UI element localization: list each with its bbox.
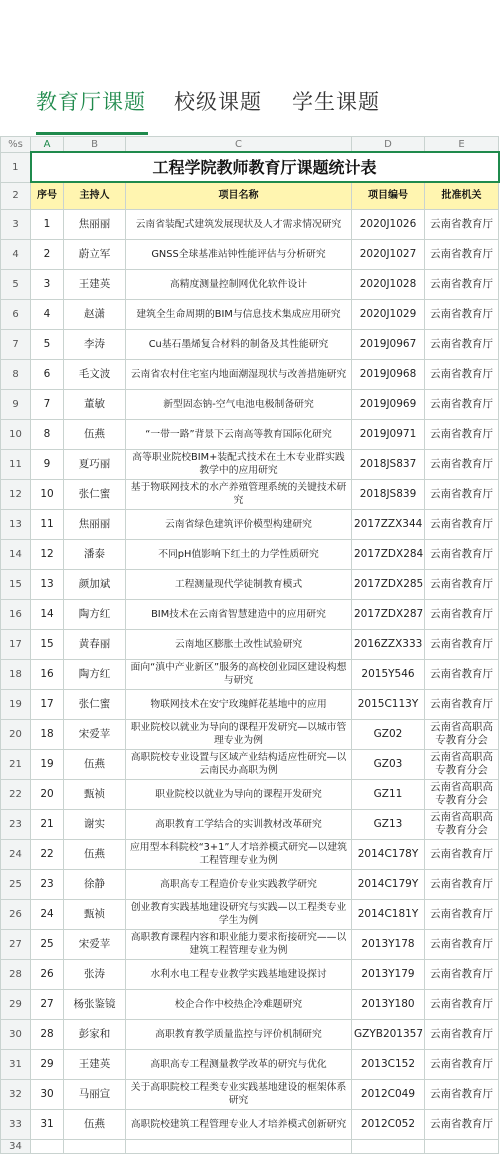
row-number[interactable]: 6	[1, 299, 31, 329]
cell-index[interactable]: 27	[31, 989, 64, 1019]
row-number[interactable]: 33	[1, 1109, 31, 1139]
tab-education-dept[interactable]: 教育厅课题	[36, 90, 146, 114]
cell-project-name[interactable]: “一带一路”背景下云南高等教育国际化研究	[126, 419, 352, 449]
cell-approver[interactable]: 云南省高职高专教育分会	[425, 749, 499, 779]
cell-approver[interactable]: 云南省高职高专教育分会	[425, 779, 499, 809]
cell-approver[interactable]: 云南省教育厅	[425, 449, 499, 479]
cell-approver[interactable]: 云南省教育厅	[425, 1019, 499, 1049]
cell-approver[interactable]: 云南省教育厅	[425, 269, 499, 299]
table-row	[1, 539, 499, 569]
row-number[interactable]: 4	[1, 239, 31, 269]
cell-approver[interactable]: 云南省教育厅	[425, 629, 499, 659]
cell-approver[interactable]: 云南省高职高专教育分会	[425, 719, 499, 749]
cell-project-id[interactable]: 2017ZZX344	[352, 509, 425, 539]
row-number[interactable]: 25	[1, 869, 31, 899]
cell-project-id[interactable]: 2014C178Y	[352, 839, 425, 869]
cell-host[interactable]: 徐静	[64, 869, 126, 899]
cell-approver[interactable]: 云南省教育厅	[425, 329, 499, 359]
cell-host[interactable]: 甄祯	[64, 779, 126, 809]
cell-project-name[interactable]: 高职院校专业设置与区域产业结构适应性研究—以云南民办高职为例	[126, 749, 352, 779]
row-number[interactable]: 27	[1, 929, 31, 959]
cell-project-id[interactable]: 2015Y546	[352, 659, 425, 689]
cell-index[interactable]: 31	[31, 1109, 64, 1139]
cell-host[interactable]: 焦丽丽	[64, 509, 126, 539]
table-row	[1, 1139, 499, 1153]
cell-project-name[interactable]: 高职教育教学质量监控与评价机制研究	[126, 1019, 352, 1049]
cell-approver[interactable]: 云南省教育厅	[425, 299, 499, 329]
header-cell[interactable]: 项目编号	[352, 182, 425, 209]
row-number[interactable]: 13	[1, 509, 31, 539]
table-row	[1, 689, 499, 719]
cell-index[interactable]: 9	[31, 449, 64, 479]
row-number[interactable]: 16	[1, 599, 31, 629]
cell-index[interactable]: 6	[31, 359, 64, 389]
table-row	[1, 599, 499, 629]
row-number[interactable]: 17	[1, 629, 31, 659]
header-cell[interactable]: 项目名称	[126, 182, 352, 209]
cell-project-name[interactable]: 创业教育实践基地建设研究与实践—以工程类专业学生为例	[126, 899, 352, 929]
column-header-row	[1, 137, 499, 153]
cell-project-id[interactable]: 2019J0971	[352, 419, 425, 449]
cell-host[interactable]: 宋爱苹	[64, 929, 126, 959]
cell-host[interactable]: 王建英	[64, 269, 126, 299]
cell-project-id[interactable]: 2020J1027	[352, 239, 425, 269]
table-row	[1, 629, 499, 659]
header-row	[1, 182, 499, 209]
cell-index[interactable]: 14	[31, 599, 64, 629]
cell-project-id[interactable]: 2019J0968	[352, 359, 425, 389]
row-number[interactable]: 12	[1, 479, 31, 509]
cell-index[interactable]: 8	[31, 419, 64, 449]
table-row	[1, 239, 499, 269]
cell-project-id[interactable]: 2017ZDX284	[352, 539, 425, 569]
row-number[interactable]: 5	[1, 269, 31, 299]
cell-approver[interactable]: 云南省教育厅	[425, 419, 499, 449]
cell-project-name[interactable]: 关于高职院校工程类专业实践基地建设的框架体系研究	[126, 1079, 352, 1109]
row-number[interactable]: 22	[1, 779, 31, 809]
column-header[interactable]: B	[64, 137, 126, 153]
cell-index[interactable]: 13	[31, 569, 64, 599]
row-number[interactable]: 7	[1, 329, 31, 359]
cell-host[interactable]: 蔚立军	[64, 239, 126, 269]
cell-project-id[interactable]: 2020J1029	[352, 299, 425, 329]
cell-project-id[interactable]: 2020J1028	[352, 269, 425, 299]
table-row	[1, 389, 499, 419]
cell-host[interactable]: 杨张鉴镜	[64, 989, 126, 1019]
table-row	[1, 299, 499, 329]
cell-host[interactable]: 陶方红	[64, 659, 126, 689]
cell-project-id[interactable]: 2015C113Y	[352, 689, 425, 719]
empty-cell[interactable]	[126, 1139, 352, 1153]
cell-host[interactable]: 夏巧丽	[64, 449, 126, 479]
cell-project-id[interactable]: 2013Y180	[352, 989, 425, 1019]
cell-approver[interactable]: 云南省教育厅	[425, 659, 499, 689]
cell-index[interactable]: 18	[31, 719, 64, 749]
cell-host[interactable]: 董敏	[64, 389, 126, 419]
cell-project-name[interactable]: 云南省绿色建筑评价模型构建研究	[126, 509, 352, 539]
table-row	[1, 1049, 499, 1079]
cell-index[interactable]: 10	[31, 479, 64, 509]
cell-host[interactable]: 黄春丽	[64, 629, 126, 659]
cell-index[interactable]: 22	[31, 839, 64, 869]
cell-project-name[interactable]: 校企合作中校热企冷难题研究	[126, 989, 352, 1019]
cell-approver[interactable]: 云南省教育厅	[425, 839, 499, 869]
row-number[interactable]: 14	[1, 539, 31, 569]
cell-project-name[interactable]: 基于物联网技术的水产养殖管理系统的关键技术研究	[126, 479, 352, 509]
cell-project-id[interactable]: 2016ZZX333	[352, 629, 425, 659]
cell-approver[interactable]: 云南省教育厅	[425, 509, 499, 539]
cell-host[interactable]: 伍燕	[64, 1109, 126, 1139]
cell-index[interactable]: 23	[31, 869, 64, 899]
cell-project-name[interactable]: GNSS全球基准站钟性能评估与分析研究	[126, 239, 352, 269]
cell-project-name[interactable]: 高等职业院校BIM+装配式技术在土木专业群实践教学中的应用研究	[126, 449, 352, 479]
cell-host[interactable]: 赵潇	[64, 299, 126, 329]
row-number[interactable]: 32	[1, 1079, 31, 1109]
cell-project-id[interactable]: GZ03	[352, 749, 425, 779]
table-row	[1, 449, 499, 479]
cell-project-name[interactable]: BIM技术在云南省智慧建造中的应用研究	[126, 599, 352, 629]
cell-approver[interactable]: 云南省教育厅	[425, 569, 499, 599]
cell-index[interactable]: 28	[31, 1019, 64, 1049]
empty-cell[interactable]	[425, 1139, 499, 1153]
sheet-title[interactable]: 工程学院教师教育厅课题统计表	[31, 152, 499, 182]
cell-project-name[interactable]: 新型固态钠-空气电池电极制备研究	[126, 389, 352, 419]
cell-project-id[interactable]: 2012C052	[352, 1109, 425, 1139]
cell-project-name[interactable]: 水利水电工程专业教学实践基地建设探讨	[126, 959, 352, 989]
cell-approver[interactable]: 云南省高职高专教育分会	[425, 809, 499, 839]
cell-host[interactable]: 陶方红	[64, 599, 126, 629]
cell-host[interactable]: 彭家和	[64, 1019, 126, 1049]
row-number[interactable]: 28	[1, 959, 31, 989]
cell-index[interactable]: 5	[31, 329, 64, 359]
cell-index[interactable]: 4	[31, 299, 64, 329]
cell-index[interactable]: 20	[31, 779, 64, 809]
cell-project-id[interactable]: 2018JS839	[352, 479, 425, 509]
table-row	[1, 1019, 499, 1049]
table-row	[1, 899, 499, 929]
table-row	[1, 479, 499, 509]
row-number[interactable]: 11	[1, 449, 31, 479]
row-number[interactable]: 8	[1, 359, 31, 389]
cell-host[interactable]: 王建英	[64, 1049, 126, 1079]
cell-host[interactable]: 颜加斌	[64, 569, 126, 599]
cell-index[interactable]: 29	[31, 1049, 64, 1079]
cell-approver[interactable]: 云南省教育厅	[425, 389, 499, 419]
table-row	[1, 929, 499, 959]
cell-project-id[interactable]: 2013C152	[352, 1049, 425, 1079]
cell-host[interactable]: 张仁蜜	[64, 479, 126, 509]
header-cell[interactable]: 批准机关	[425, 182, 499, 209]
cell-host[interactable]: 潘泰	[64, 539, 126, 569]
cell-approver[interactable]: 云南省教育厅	[425, 599, 499, 629]
cell-approver[interactable]: 云南省教育厅	[425, 209, 499, 239]
cell-project-id[interactable]: GZ11	[352, 779, 425, 809]
table-row	[1, 809, 499, 839]
cell-project-id[interactable]: GZYB201357	[352, 1019, 425, 1049]
cell-project-id[interactable]: GZ13	[352, 809, 425, 839]
table-row	[1, 779, 499, 809]
row-number[interactable]: 30	[1, 1019, 31, 1049]
cell-approver[interactable]: 云南省教育厅	[425, 1049, 499, 1079]
cell-index[interactable]: 30	[31, 1079, 64, 1109]
table-row	[1, 509, 499, 539]
table-row	[1, 749, 499, 779]
cell-host[interactable]: 宋爱苹	[64, 719, 126, 749]
cell-approver[interactable]: 云南省教育厅	[425, 899, 499, 929]
cell-project-name[interactable]: 职业院校以就业为导向的课程开发研究	[126, 779, 352, 809]
cell-index[interactable]: 26	[31, 959, 64, 989]
cell-host[interactable]: 马丽宣	[64, 1079, 126, 1109]
cell-index[interactable]: 17	[31, 689, 64, 719]
row-number[interactable]: 34	[1, 1139, 31, 1153]
cell-approver[interactable]: 云南省教育厅	[425, 1079, 499, 1109]
cell-approver[interactable]: 云南省教育厅	[425, 959, 499, 989]
cell-index[interactable]: 19	[31, 749, 64, 779]
active-tab-indicator	[36, 132, 148, 135]
cell-index[interactable]: 15	[31, 629, 64, 659]
empty-cell[interactable]	[64, 1139, 126, 1153]
cell-approver[interactable]: 云南省教育厅	[425, 239, 499, 269]
table-row	[1, 659, 499, 689]
cell-project-id[interactable]: 2013Y179	[352, 959, 425, 989]
spreadsheet	[0, 136, 500, 1154]
cell-project-id[interactable]: 2017ZDX285	[352, 569, 425, 599]
cell-project-id[interactable]: 2017ZDX287	[352, 599, 425, 629]
cell-project-name[interactable]: 建筑全生命周期的BIM与信息技术集成应用研究	[126, 299, 352, 329]
cell-project-name[interactable]: 应用型本科院校“3+1”人才培养模式研究—以建筑工程管理专业为例	[126, 839, 352, 869]
header-cell[interactable]: 序号	[31, 182, 64, 209]
column-header[interactable]: D	[352, 137, 425, 153]
row-number[interactable]: 15	[1, 569, 31, 599]
cell-index[interactable]: 16	[31, 659, 64, 689]
column-header[interactable]: E	[425, 137, 499, 153]
cell-project-name[interactable]: 高职教育课程内容和职业能力要求衔接研究——以建筑工程管理专业为例	[126, 929, 352, 959]
cell-project-name[interactable]: 不同pH值影响下红土的力学性质研究	[126, 539, 352, 569]
cell-host[interactable]: 伍燕	[64, 839, 126, 869]
table-row	[1, 329, 499, 359]
cell-host[interactable]: 毛文波	[64, 359, 126, 389]
cell-project-name[interactable]: 职业院校以就业为导向的课程开发研究—以城市管理专业为例	[126, 719, 352, 749]
title-row	[1, 152, 499, 182]
cell-index[interactable]: 3	[31, 269, 64, 299]
cell-approver[interactable]: 云南省教育厅	[425, 689, 499, 719]
table-row	[1, 719, 499, 749]
cell-project-name[interactable]: 工程测量现代学徒制教育模式	[126, 569, 352, 599]
cell-project-id[interactable]: 2014C181Y	[352, 899, 425, 929]
select-all-corner[interactable]: %s	[1, 137, 31, 153]
row-number[interactable]: 9	[1, 389, 31, 419]
row-number[interactable]: 3	[1, 209, 31, 239]
cell-index[interactable]: 2	[31, 239, 64, 269]
cell-index[interactable]: 7	[31, 389, 64, 419]
cell-project-name[interactable]: 高职教育工学结合的实训教材改革研究	[126, 809, 352, 839]
cell-project-id[interactable]: 2020J1026	[352, 209, 425, 239]
cell-approver[interactable]: 云南省教育厅	[425, 359, 499, 389]
table-row	[1, 959, 499, 989]
cell-host[interactable]: 谢实	[64, 809, 126, 839]
row-number[interactable]: 31	[1, 1049, 31, 1079]
data-table	[0, 136, 500, 1154]
cell-project-id[interactable]: 2013Y178	[352, 929, 425, 959]
row-number[interactable]: 2	[1, 182, 31, 209]
cell-project-name[interactable]: 高职高专工程测量教学改革的研究与优化	[126, 1049, 352, 1079]
cell-host[interactable]: 伍燕	[64, 749, 126, 779]
cell-index[interactable]: 11	[31, 509, 64, 539]
cell-approver[interactable]: 云南省教育厅	[425, 989, 499, 1019]
cell-approver[interactable]: 云南省教育厅	[425, 869, 499, 899]
column-header[interactable]: A	[31, 137, 64, 153]
cell-index[interactable]: 12	[31, 539, 64, 569]
cell-index[interactable]: 24	[31, 899, 64, 929]
cell-project-id[interactable]: 2019J0967	[352, 329, 425, 359]
row-number[interactable]: 24	[1, 839, 31, 869]
cell-host[interactable]: 张仁蜜	[64, 689, 126, 719]
cell-host[interactable]: 甄祯	[64, 899, 126, 929]
cell-project-id[interactable]: 2012C049	[352, 1079, 425, 1109]
cell-host[interactable]: 伍燕	[64, 419, 126, 449]
row-number[interactable]: 19	[1, 689, 31, 719]
tab-student[interactable]: 学生课题	[292, 90, 380, 114]
row-number[interactable]: 29	[1, 989, 31, 1019]
tab-school-level[interactable]: 校级课题	[174, 90, 262, 114]
table-row	[1, 869, 499, 899]
cell-project-id[interactable]: GZ02	[352, 719, 425, 749]
table-row	[1, 989, 499, 1019]
cell-project-name[interactable]: 云南地区膨胀土改性试验研究	[126, 629, 352, 659]
cell-project-name[interactable]: 高职院校建筑工程管理专业人才培养模式创新研究	[126, 1109, 352, 1139]
cell-project-name[interactable]: 高精度测量控制网优化软件设计	[126, 269, 352, 299]
row-number[interactable]: 21	[1, 749, 31, 779]
empty-cell[interactable]	[31, 1139, 64, 1153]
table-row	[1, 1079, 499, 1109]
row-number[interactable]: 26	[1, 899, 31, 929]
row-number[interactable]: 1	[1, 152, 31, 182]
row-number[interactable]: 18	[1, 659, 31, 689]
cell-host[interactable]: 李涛	[64, 329, 126, 359]
cell-host[interactable]: 张涛	[64, 959, 126, 989]
cell-project-name[interactable]: 物联网技术在安宁玫瑰鲜花基地中的应用	[126, 689, 352, 719]
header-cell[interactable]: 主持人	[64, 182, 126, 209]
table-row	[1, 839, 499, 869]
cell-project-id[interactable]: 2018JS837	[352, 449, 425, 479]
cell-index[interactable]: 1	[31, 209, 64, 239]
row-number[interactable]: 10	[1, 419, 31, 449]
cell-index[interactable]: 21	[31, 809, 64, 839]
cell-approver[interactable]: 云南省教育厅	[425, 929, 499, 959]
empty-cell[interactable]	[352, 1139, 425, 1153]
cell-project-name[interactable]: 云南省装配式建筑发展现状及人才需求情况研究	[126, 209, 352, 239]
row-number[interactable]: 20	[1, 719, 31, 749]
cell-host[interactable]: 焦丽丽	[64, 209, 126, 239]
table-row	[1, 419, 499, 449]
column-header[interactable]: C	[126, 137, 352, 153]
cell-project-name[interactable]: 高职高专工程造价专业实践教学研究	[126, 869, 352, 899]
table-row	[1, 359, 499, 389]
cell-project-id[interactable]: 2014C179Y	[352, 869, 425, 899]
table-row	[1, 269, 499, 299]
cell-project-name[interactable]: 面向“滇中产业新区”服务的高校创业园区建设构想与研究	[126, 659, 352, 689]
row-number[interactable]: 23	[1, 809, 31, 839]
cell-project-name[interactable]: Cu基石墨烯复合材料的制备及其性能研究	[126, 329, 352, 359]
cell-approver[interactable]: 云南省教育厅	[425, 1109, 499, 1139]
cell-index[interactable]: 25	[31, 929, 64, 959]
table-row	[1, 209, 499, 239]
cell-approver[interactable]: 云南省教育厅	[425, 539, 499, 569]
table-row	[1, 569, 499, 599]
cell-project-name[interactable]: 云南省农村住宅室内地面潮湿现状与改善措施研究	[126, 359, 352, 389]
cell-project-id[interactable]: 2019J0969	[352, 389, 425, 419]
cell-approver[interactable]: 云南省教育厅	[425, 479, 499, 509]
sheet-tabs	[0, 86, 500, 136]
